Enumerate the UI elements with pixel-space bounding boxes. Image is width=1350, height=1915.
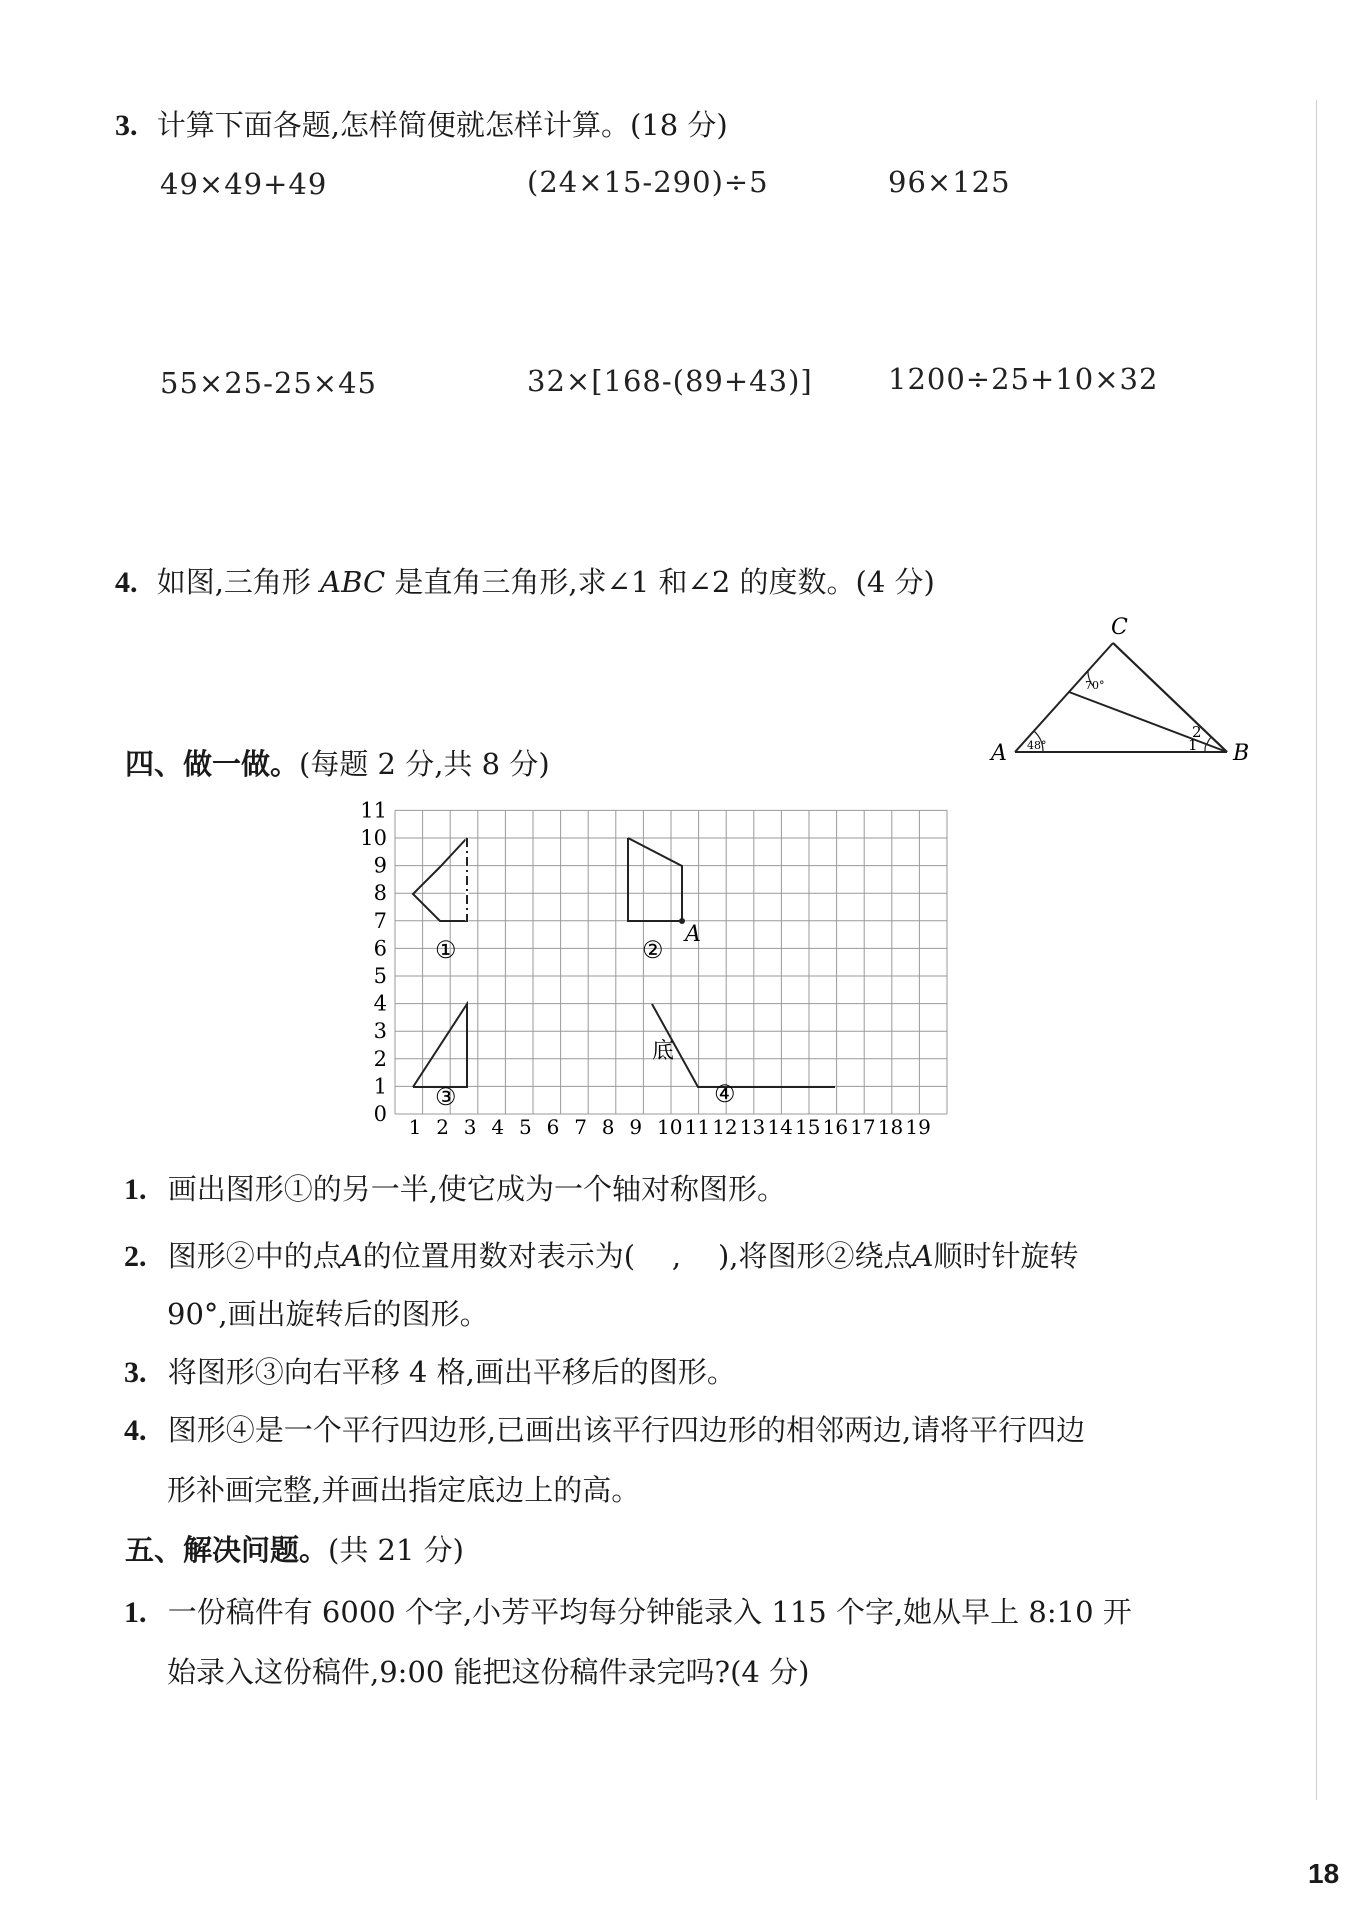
angle-1-label: 1 (1188, 736, 1198, 754)
shape-3-label: ③ (435, 1083, 457, 1111)
y-tick-label: 11 (360, 798, 387, 823)
triangle-side-cb (1113, 643, 1227, 752)
x-tick-label: 6 (546, 1115, 560, 1139)
y-tick-label: 10 (360, 826, 387, 850)
x-tick-label: 18 (877, 1115, 904, 1139)
expression: 55×25-25×45 (160, 366, 378, 400)
question-3-number: 3. (115, 109, 138, 142)
shape-4 (652, 1004, 835, 1087)
shape-2-label: ② (642, 936, 664, 964)
expression: 49×49+49 (160, 167, 328, 201)
item-var-a-2: A (912, 1239, 934, 1273)
section-4-score: (每题 2 分,共 8 分) (299, 747, 550, 781)
x-tick-label: 17 (850, 1115, 876, 1139)
expression: 1200÷25+10×32 (888, 362, 1159, 396)
item-text-a: 图形②中的点 (167, 1239, 342, 1273)
x-tick-label: 12 (712, 1115, 738, 1139)
shape-1-label: ① (435, 936, 457, 964)
coordinate-grid (360, 795, 1005, 1140)
item-text: 一份稿件有 6000 个字,小芳平均每分钟能录入 115 个字,她从早上 8:10 开 (167, 1595, 1132, 1629)
shape-1 (413, 838, 467, 921)
x-tick-label: 9 (629, 1115, 643, 1139)
y-tick-label: 9 (373, 853, 387, 878)
y-tick-label: 3 (373, 1019, 387, 1044)
x-tick-label: 4 (491, 1115, 505, 1139)
triangle-inner-segment (1069, 692, 1227, 752)
label-c: C (1111, 615, 1128, 640)
grid-lines (395, 810, 947, 1114)
shape-4-label: ④ (714, 1080, 736, 1108)
section-5-title: 五、解决问题。 (125, 1533, 329, 1567)
label-a: A (991, 741, 1007, 766)
question-4-number: 4. (115, 566, 138, 599)
section-4-item-3 (124, 1350, 736, 1391)
item-text: 图形④是一个平行四边形,已画出该平行四边形的相邻两边,请将平行四边 (167, 1413, 1086, 1447)
x-tick-label: 7 (574, 1115, 587, 1139)
question-4-text-a: 如图,三角形 (156, 565, 311, 599)
expression: (24×15-290)÷5 (527, 165, 769, 199)
y-tick-label: 6 (373, 936, 387, 961)
item-number: 1. (124, 1596, 147, 1629)
y-tick-label: 2 (373, 1046, 387, 1071)
section-4-item-1 (124, 1167, 786, 1208)
shape-2 (628, 838, 682, 921)
section-4-item-4 (124, 1408, 1085, 1449)
section-4-heading (125, 742, 550, 783)
question-4-var: ABC (320, 565, 386, 599)
item-text: 将图形③向右平移 4 格,画出平移后的图形。 (167, 1355, 736, 1389)
angle-c-label: 70° (1085, 679, 1105, 692)
shape-3 (413, 1004, 467, 1087)
x-tick-label: 3 (463, 1115, 477, 1139)
y-tick-label: 1 (373, 1074, 387, 1099)
item-number: 3. (124, 1356, 147, 1389)
y-tick-label: 0 (373, 1102, 387, 1126)
y-tick-label: 8 (373, 881, 387, 906)
x-tick-label: 14 (767, 1115, 793, 1139)
base-label: 底 (652, 1039, 675, 1064)
x-tick-label: 10 (657, 1115, 683, 1139)
section-4-item-4-cont: 形补画完整,并画出指定底边上的高。 (167, 1473, 641, 1507)
angle-2-arc (1207, 737, 1211, 744)
triangle-side-ac (1015, 643, 1113, 752)
expression: 32×[168-(89+43)] (527, 364, 813, 398)
item-text: 画出图形①的另一半,使它成为一个轴对称图形。 (167, 1172, 786, 1206)
question-3 (115, 103, 728, 144)
item-number: 4. (124, 1414, 147, 1447)
x-tick-label: 8 (601, 1115, 615, 1139)
item-number: 2. (124, 1240, 147, 1273)
angle-1-arc (1205, 744, 1206, 752)
y-tick-label: 5 (373, 964, 387, 988)
section-4-item-2 (124, 1234, 1078, 1275)
point-a-label: A (685, 922, 701, 947)
section-4-item-2-cont: 90°,画出旋转后的图形。 (167, 1297, 489, 1331)
x-tick-label: 2 (436, 1115, 449, 1139)
triangle-figure (985, 610, 1265, 780)
x-tick-label: 5 (519, 1115, 532, 1139)
item-number: 1. (124, 1173, 147, 1206)
x-tick-label: 19 (905, 1115, 931, 1139)
y-tick-label: 4 (373, 991, 387, 1016)
question-3-text: 计算下面各题,怎样简便就怎样计算。(18 分) (156, 108, 728, 142)
question-4 (115, 560, 935, 601)
item-text-c: 顺时针旋转 (933, 1239, 1079, 1273)
section-5-item-1 (124, 1590, 1132, 1631)
x-tick-label: 1 (408, 1115, 422, 1139)
page-margin-line (1316, 100, 1317, 1800)
section-4-title: 四、做一做。 (125, 747, 300, 781)
question-4-text-b: 是直角三角形,求∠1 和∠2 的度数。(4 分) (394, 565, 935, 599)
section-5-item-1-cont: 始录入这份稿件,9:00 能把这份稿件录完吗?(4 分) (167, 1655, 810, 1689)
x-tick-label: 16 (822, 1115, 849, 1139)
section-5-heading (125, 1528, 464, 1569)
angle-a-label: 48° (1027, 739, 1047, 752)
y-tick-label: 7 (373, 908, 387, 933)
x-tick-label: 11 (684, 1115, 711, 1139)
page-number: 18 (1308, 1858, 1340, 1889)
angle-2-label: 2 (1192, 723, 1202, 741)
x-tick-label: 15 (795, 1115, 821, 1139)
expression: 96×125 (888, 165, 1011, 199)
label-b: B (1233, 741, 1250, 766)
item-var-a: A (341, 1239, 363, 1273)
section-5-score: (共 21 分) (328, 1533, 464, 1567)
item-text-b: 的位置用数对表示为( , ),将图形②绕点 (362, 1239, 913, 1273)
x-tick-label: 13 (739, 1115, 766, 1139)
